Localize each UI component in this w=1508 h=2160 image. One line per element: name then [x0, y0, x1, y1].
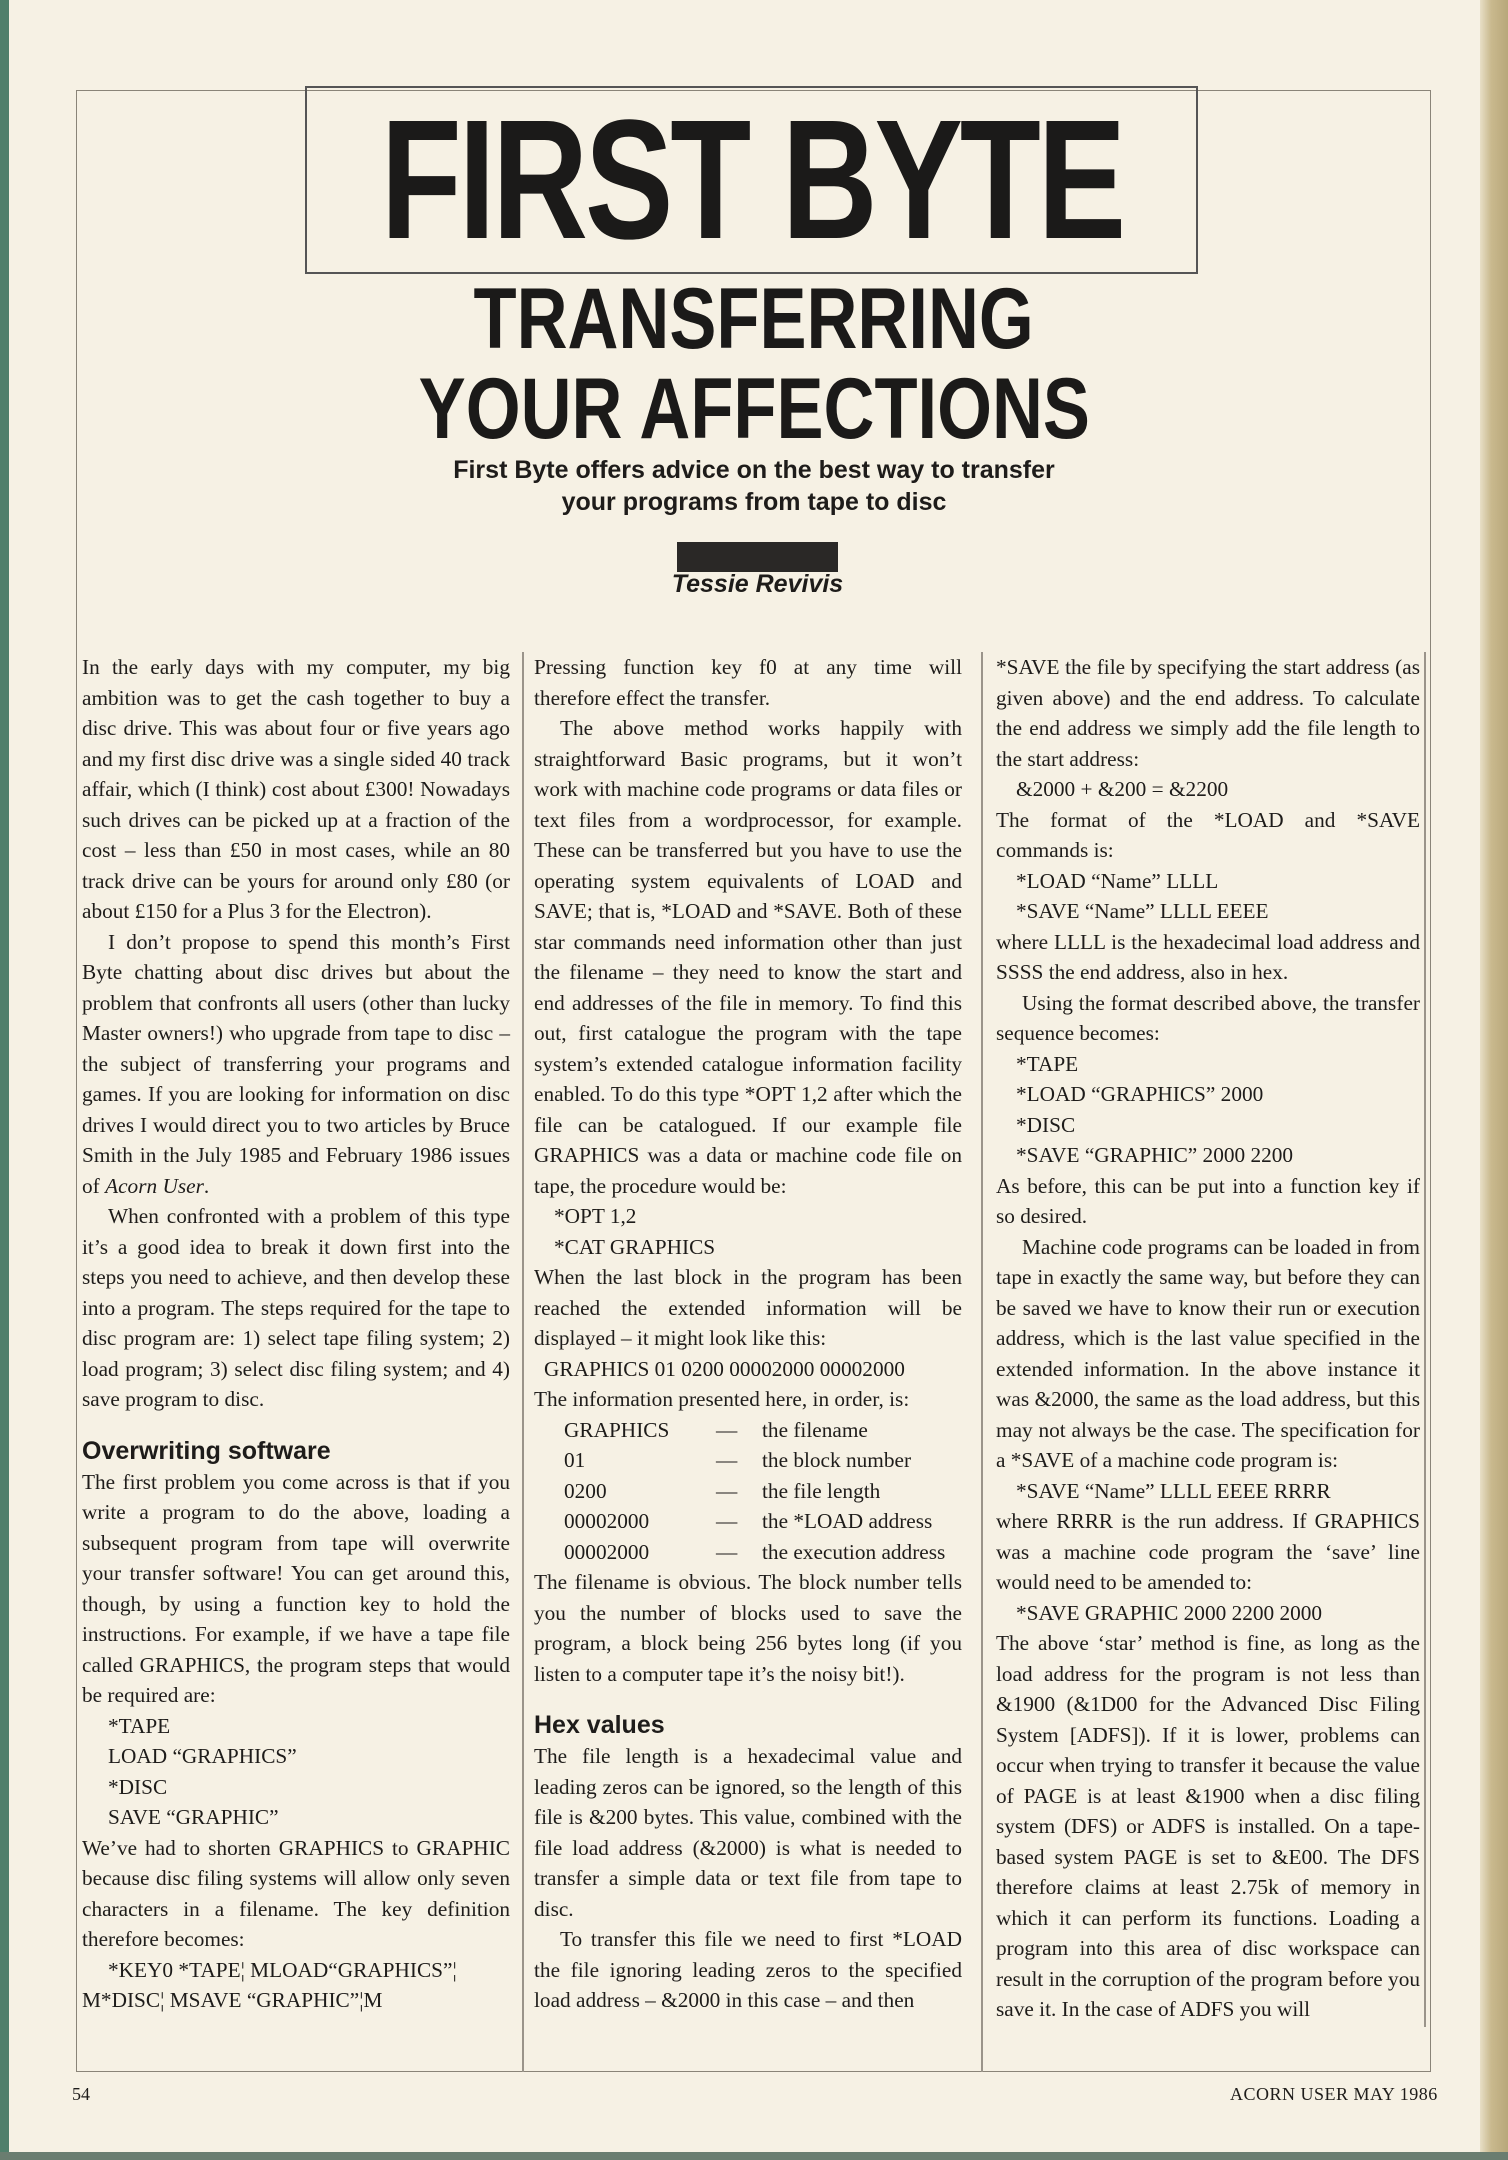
column-2 [534, 652, 962, 2016]
paragraph: To transfer this file we need to first *LOAD the file ignoring leading zeros to the specified load address – &2000 in this case – and then [534, 1927, 962, 2012]
paragraph: The above method works happily with straightforward Basic programs, but it won’t work with machine code programs or data files or text files from a wordprocessor, for example. These can be transferred but you have to use the operating system equivalents of LOAD and SAVE; that is, *LOAD and *SAVE. Both of these star commands need information other than just the filename – they need to know the start and end addresses of the file in memory. To find this out, first catalogue the program with the tape system’s extended catalogue information facility enabled. To do this type *OPT 1,2 after which the file can be catalogued. If our example file GRAPHICS was a data or machine code file on tape, the procedure would be: [534, 716, 962, 1198]
headline-line-2: YOUR AFFECTIONS [418, 361, 1090, 457]
paragraph: I don’t propose to spend this month’s First Byte chatting about disc drives but about the problem that confronts all users (other than lucky Master owners!) who upgrade from tape to disc – the subject of transferring your programs and games. If you are looking for information on disc drives I would direct you to two articles by Bruce Smith in the July 1985 and February 1986 issues of Acorn User. [82, 929, 510, 1198]
headline-line-1: TRANSFERRING [473, 271, 1035, 367]
paragraph: The information presented here, in order, is: [534, 1387, 910, 1411]
code-line: *OPT 1,2 [554, 1204, 637, 1228]
table-cell: the filename [762, 1417, 868, 1442]
paragraph: The filename is obvious. The block number tells you the number of blocks used to save the program, a block being 256 bytes long (if you listen to a computer tape it’s the noisy bit!). [534, 1570, 962, 1686]
code-line: *TAPE [108, 1713, 171, 1738]
table-cell: — [716, 1417, 738, 1442]
column-1 [82, 652, 510, 2016]
table-cell: — [716, 1509, 738, 1533]
code-line: *SAVE “GRAPHIC” 2000 2200 [1016, 1143, 1294, 1167]
table-cell: the execution address [762, 1539, 946, 1564]
column-rule-1 [522, 652, 524, 2072]
paragraph: The above ‘star’ method is fine, as long as the load address for the program is not less than &1900 (&1D00 for the Advanced Disc Filing System [ADFS]). If it is lower, problems can occur when trying to transfer it because the value of PAGE is at least &1900 when a disc filing system (DFS) or ADFS is installed. On a tape-based system PAGE is set to &E00. The DFS therefore claims at least 2.75k of memory in which it can perform its functions. Loading a program into this area of disc workspace can result in the corruption of the program before you save it. In the case of ADFS you will [996, 1631, 1420, 2021]
page-fold-edge [1480, 0, 1508, 2160]
code-line: M*DISC¦ MSAVE “GRAPHIC”¦M [82, 1988, 383, 2012]
paragraph: The first problem you come across is that if you write a program to do the above, loading a subsequent program from tape will overwrite your transfer software! You can get around this, though, by using a function key to hold the instructions. For example, if we have a tape file called GRAPHICS, the program steps that would be required are: [82, 1469, 510, 1707]
code-line: &2000 + &200 = &2200 [1016, 777, 1229, 801]
page-number: 54 [72, 2084, 90, 2104]
paragraph: Pressing function key f0 at any time will therefore effect the transfer. [534, 655, 962, 710]
catalogue-table [534, 1415, 962, 1568]
paragraph: When the last block in the program has been reached the extended information will be displayed – it might look like this: [534, 1265, 962, 1350]
table-cell: 0200 [564, 1478, 607, 1503]
code-line: *SAVE “Name” LLLL EEEE RRRR [1016, 1478, 1331, 1503]
code-line: LOAD “GRAPHICS” [108, 1744, 297, 1768]
table-cell: — [716, 1448, 738, 1472]
code-line: *LOAD “GRAPHICS” 2000 [1016, 1082, 1264, 1106]
magazine-footer: ACORN USER MAY 1986 [1230, 2084, 1438, 2104]
page-bottom-edge [0, 2152, 1508, 2160]
table-cell: the *LOAD address [762, 1509, 933, 1533]
title-box [305, 86, 1198, 274]
table-cell: — [716, 1539, 738, 1564]
paragraph: Using the format described above, the transfer sequence becomes: [996, 990, 1420, 1045]
subhead-overwriting: Overwriting software [82, 1436, 331, 1465]
table-cell: 00002000 [564, 1509, 650, 1533]
code-line: *KEY0 *TAPE¦ MLOAD“GRAPHICS”¦ [108, 1957, 457, 1982]
paragraph: When confronted with a problem of this type it’s a good idea to break it down first into the steps you need to achieve, and then develop these into a program. The steps required for the tape to disc program are: 1) select tape filing system; 2) load program; 3) select disc filing system; and 4) save program to disc. [82, 1204, 510, 1411]
paragraph: The format of the *LOAD and *SAVE commands is: [996, 807, 1420, 862]
table-cell: the block number [762, 1448, 912, 1472]
deck-line-2: your programs from tape to disc [561, 488, 947, 516]
table-cell: 00002000 [564, 1539, 650, 1564]
code-line: *CAT GRAPHICS [554, 1234, 716, 1259]
paragraph: *SAVE the file by specifying the start address (as given above) and the end address. To calculate the end address we simply add the file length to the start address: [996, 655, 1420, 771]
deck-line-1: First Byte offers advice on the best way to transfer [453, 456, 1055, 484]
paragraph: where LLLL is the hexadecimal load address and SSSS the end address, also in hex. [996, 929, 1420, 984]
code-line: *DISC [1016, 1112, 1076, 1137]
code-line: SAVE “GRAPHIC” [108, 1805, 279, 1829]
column-rule-2 [981, 652, 983, 2072]
byline-bar [677, 542, 838, 572]
byline: Tessie Revivis [671, 570, 844, 598]
code-line: *SAVE “Name” LLLL EEEE [1016, 899, 1269, 923]
subhead-hex-values: Hex values [534, 1711, 665, 1739]
table-cell: — [716, 1478, 738, 1503]
table-cell: GRAPHICS [564, 1417, 670, 1442]
paragraph: Machine code programs can be loaded in from tape in exactly the same way, but before they can be saved we have to know their run or execution address, which is the last value specified in the extended information. In the above instance it was &2000, the same as the load address, but this may not always be the case. The specification for a *SAVE of a machine code program is: [996, 1234, 1420, 1472]
paragraph: We’ve had to shorten GRAPHICS to GRAPHIC because disc filing systems will allow only seven characters in a filename. The key definition therefore becomes: [82, 1835, 510, 1951]
paragraph: where RRRR is the run address. If GRAPHICS was a machine code program the ‘save’ line would need to be amended to: [996, 1509, 1420, 1594]
code-line: *TAPE [1016, 1051, 1079, 1076]
code-line: GRAPHICS 01 0200 00002000 00002000 [544, 1356, 905, 1381]
paragraph: In the early days with my computer, my big ambition was to get the cash together to buy a disc drive. This was about four or five years ago and my first disc drive was a single sided 40 track affair, which (I think) cost about £300! Nowadays such drives can be picked up at a fraction of the cost – less than £50 in most cases, while an 80 track drive can be yours for around only £80 (or about £150 for a Plus 3 for the Electron). [82, 655, 510, 923]
code-line: *DISC [108, 1774, 168, 1799]
table-cell: 01 [564, 1448, 586, 1472]
code-line: *SAVE GRAPHIC 2000 2200 2000 [1016, 1600, 1323, 1625]
code-line: *LOAD “Name” LLLL [1016, 868, 1219, 893]
table-cell: the file length [762, 1478, 881, 1503]
paragraph: As before, this can be put into a function key if so desired. [996, 1173, 1420, 1228]
column-3 [996, 652, 1420, 2025]
column-rule-3 [1424, 652, 1426, 2027]
paragraph: The file length is a hexadecimal value and leading zeros can be ignored, so the length of this file is &200 bytes. This value, combined with the file load address (&2000) is what is needed to transfer a simple data or text file from tape to disc. [534, 1744, 962, 1921]
page-binding-edge [0, 0, 9, 2160]
column-title: FIRST BYTE [380, 86, 1123, 274]
